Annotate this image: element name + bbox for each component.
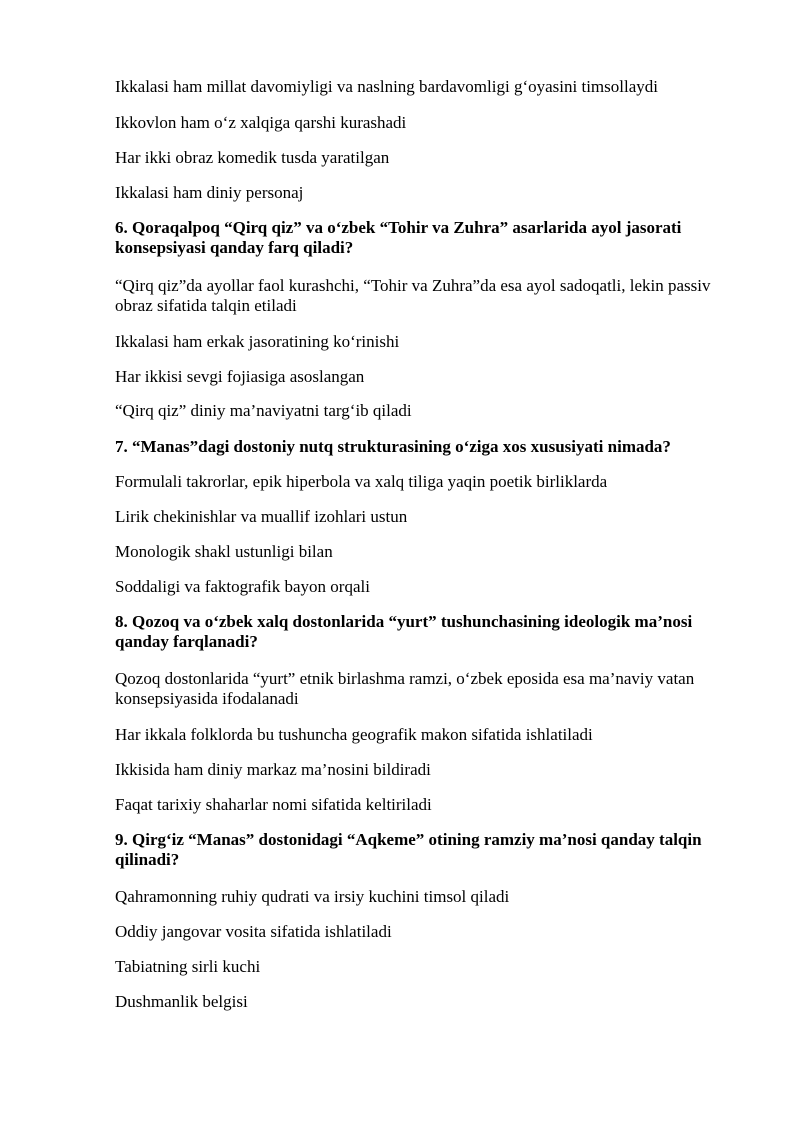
question-6-text: 6. Qoraqalpoq “Qirq qiz” va o‘zbek “Tohir va Zuhra” asarlarida ayol jasorati konsepsiyasi qanday farq qiladi? xyxy=(115,218,682,257)
answer-option: Ikkisida ham diniy markaz ma’nosini bildiradi xyxy=(115,760,431,779)
answer-option: “Qirq qiz” diniy ma’naviyatni targ‘ib qiladi xyxy=(115,401,412,420)
answer-option: Har ikkisi sevgi fojiasiga asoslangan xyxy=(115,367,365,386)
answer-option: Qahramonning ruhiy qudrati va irsiy kuchini timsol qiladi xyxy=(115,887,510,906)
answer-option: Har ikkala folklorda bu tushuncha geografik makon sifatida ishlatiladi xyxy=(115,725,593,744)
answer-option: Tabiatning sirli kuchi xyxy=(115,957,261,976)
answer-option: Formulali takrorlar, epik hiperbola va xalq tiliga yaqin poetik birliklarda xyxy=(115,472,608,491)
answer-option: Dushmanlik belgisi xyxy=(115,992,248,1011)
question-8-text: 8. Qozoq va o‘zbek xalq dostonlarida “yurt” tushunchasining ideologik ma’nosi qanday farqlanadi? xyxy=(115,612,693,651)
answer-option: Faqat tarixiy shaharlar nomi sifatida keltiriladi xyxy=(115,795,432,814)
answer-option: Ikkalasi ham diniy personaj xyxy=(115,183,304,202)
answer-option: Ikkovlon ham o‘z xalqiga qarshi kurashadi xyxy=(115,113,407,132)
answer-option: Monologik shakl ustunligi bilan xyxy=(115,542,333,561)
question-7-text: 7. “Manas”dagi dostoniy nutq strukturasining o‘ziga xos xususiyati nimada? xyxy=(115,437,671,456)
answer-option: Har ikki obraz komedik tusda yaratilgan xyxy=(115,148,390,167)
question-9-text: 9. Qirg‘iz “Manas” dostonidagi “Aqkeme” otining ramziy ma’nosi qanday talqin qilinadi? xyxy=(115,830,702,869)
answer-option: Qozoq dostonlarida “yurt” etnik birlashma ramzi, o‘zbek eposida esa ma’naviy vatan konsepsiyasida ifodalanadi xyxy=(115,669,695,708)
answer-option: Oddiy jangovar vosita sifatida ishlatiladi xyxy=(115,922,392,941)
answer-option: “Qirq qiz”da ayollar faol kurashchi, “Tohir va Zuhra”da esa ayol sadoqatli, lekin passiv obraz sifatida talqin etiladi xyxy=(115,276,711,315)
answer-option: Lirik chekinishlar va muallif izohlari ustun xyxy=(115,507,408,526)
answer-option: Ikkalasi ham millat davomiyligi va naslning bardavomligi g‘oyasini timsollaydi xyxy=(115,77,658,96)
answer-option: Soddaligi va faktografik bayon orqali xyxy=(115,577,370,596)
answer-option: Ikkalasi ham erkak jasoratining ko‘rinishi xyxy=(115,332,400,351)
